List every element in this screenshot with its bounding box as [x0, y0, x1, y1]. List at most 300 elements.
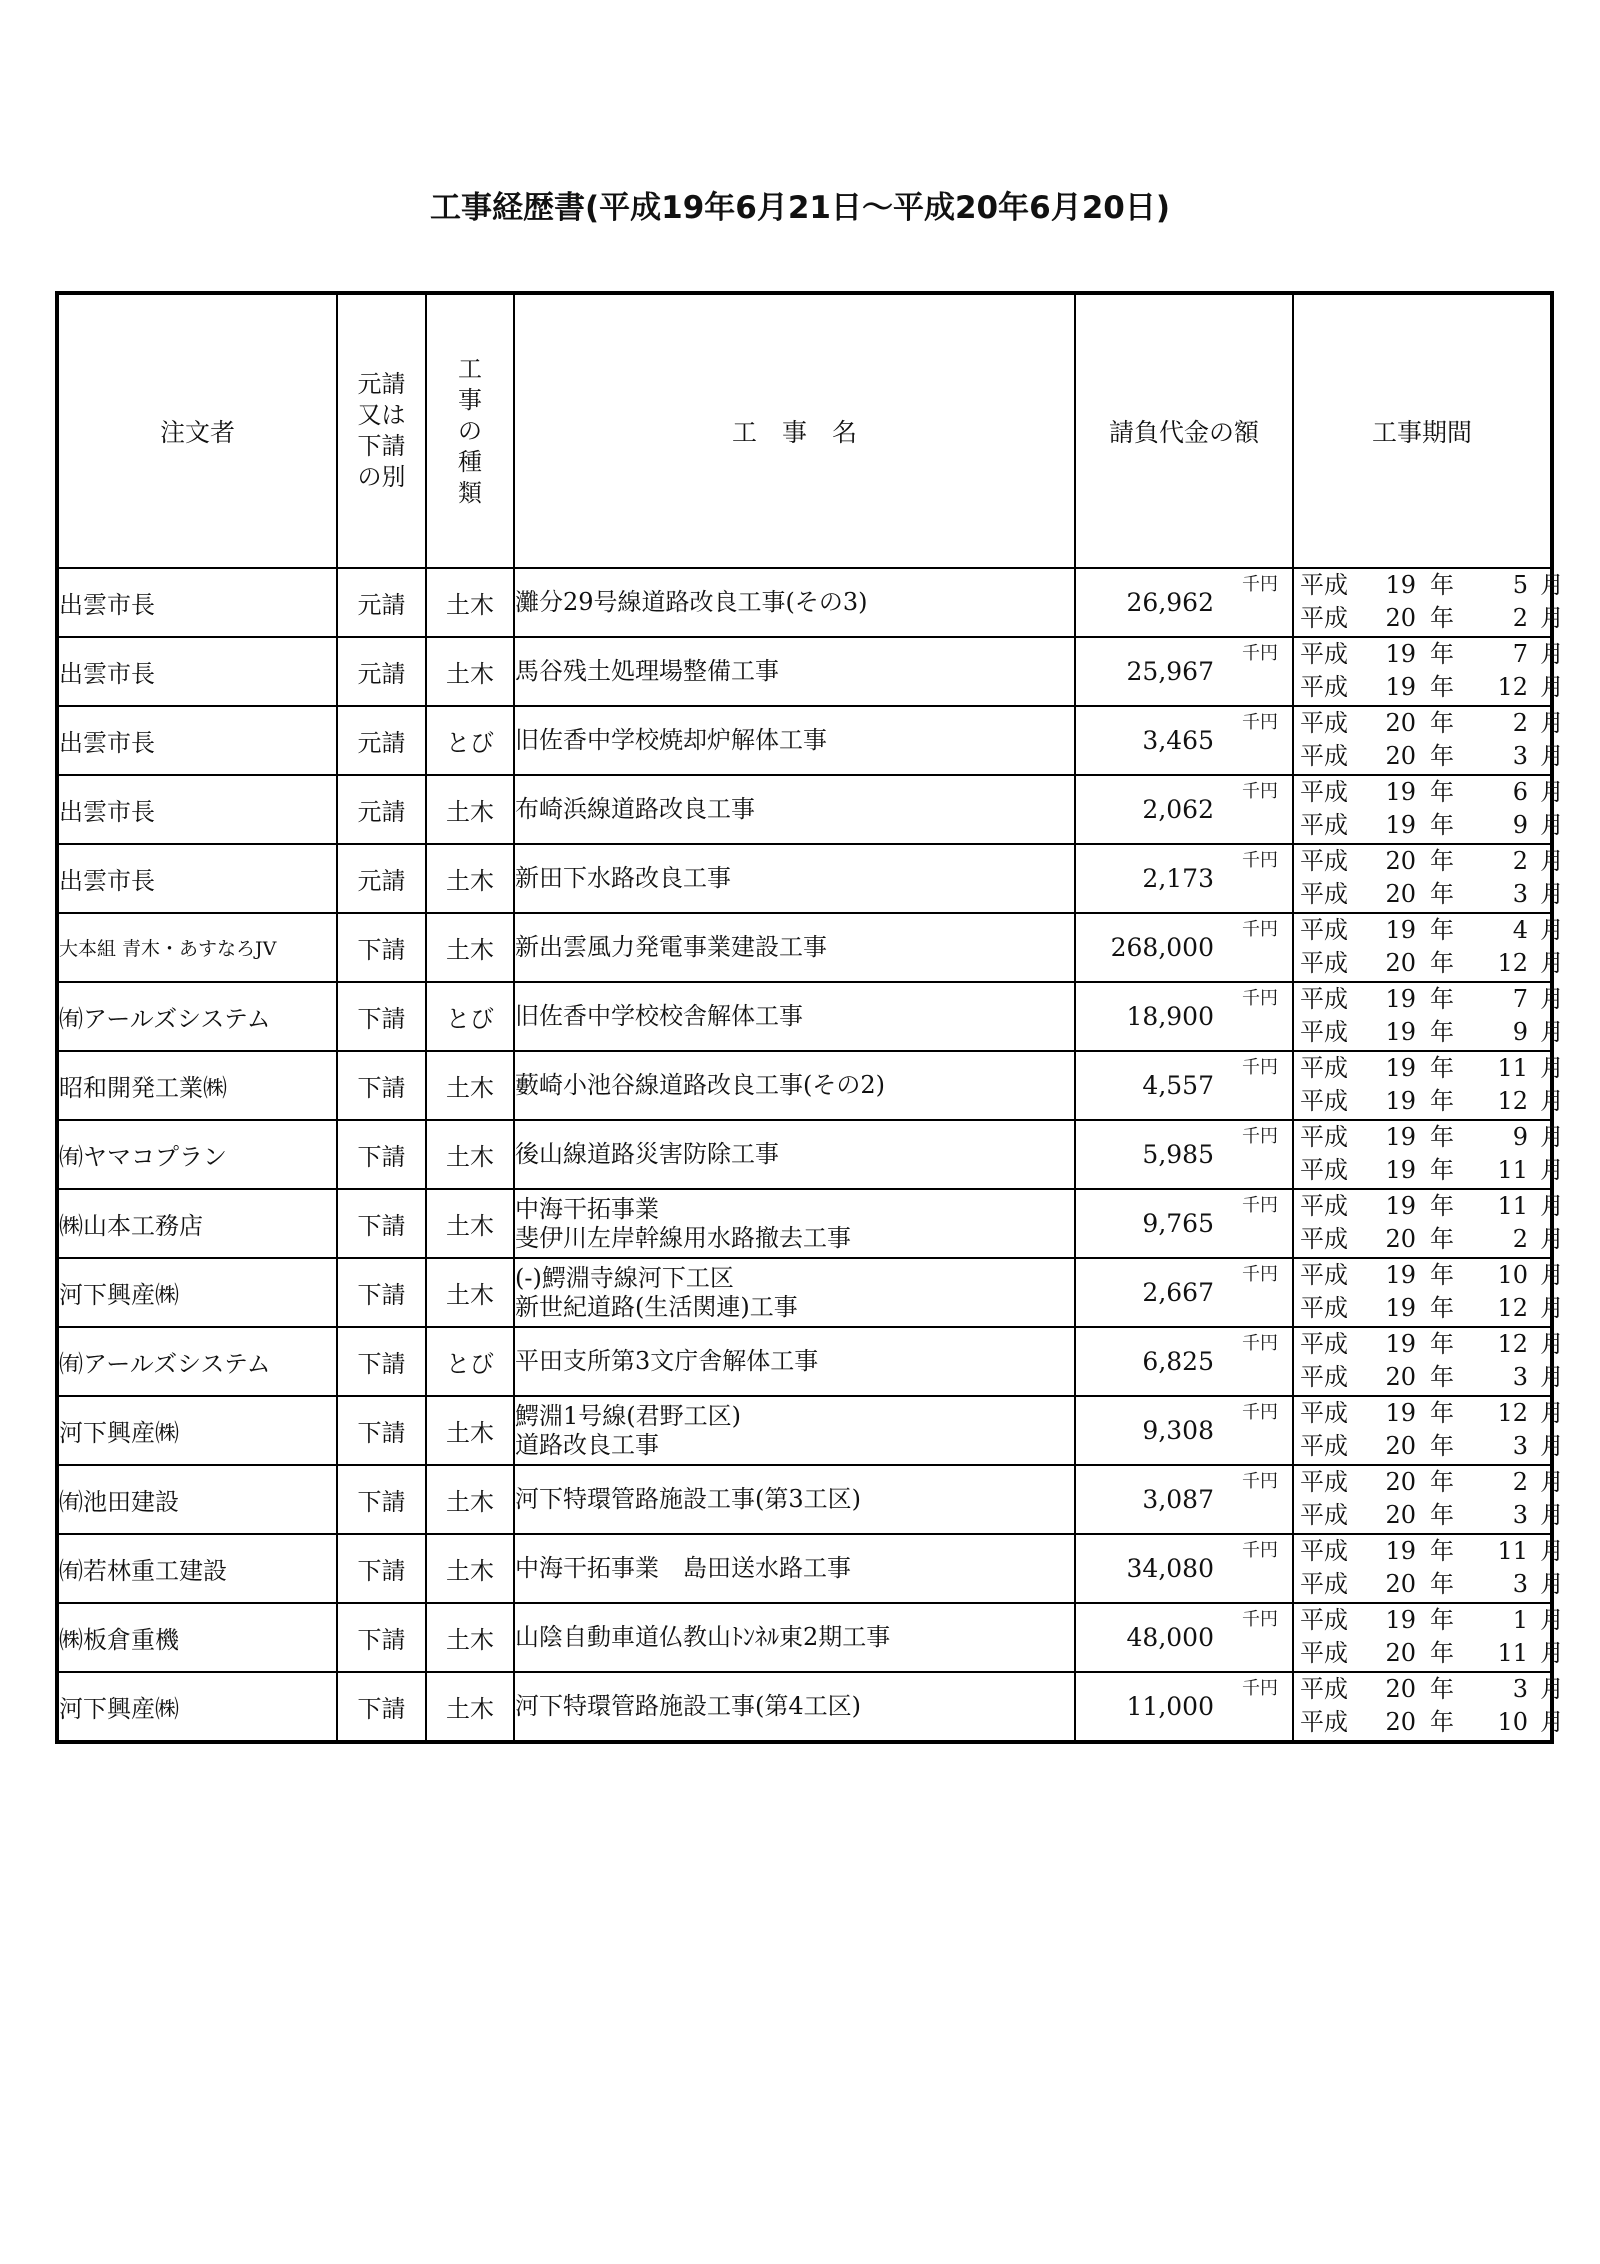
amount-value: 2,667: [1142, 1278, 1214, 1307]
era-label: 平成: [1300, 880, 1348, 908]
month-label: 月: [1540, 1570, 1564, 1598]
table-row: [57, 1465, 1552, 1534]
month-label: 月: [1540, 1639, 1564, 1667]
month-value: 10: [1497, 1708, 1528, 1736]
contract-type-cell: 下請: [337, 1396, 426, 1465]
year-label: 年: [1430, 640, 1454, 668]
contract-type-cell: 元請: [337, 568, 426, 637]
year-label: 年: [1430, 847, 1454, 875]
month-label: 月: [1540, 1537, 1564, 1565]
period-cell: [1293, 982, 1564, 1051]
amount-value: 3,087: [1142, 1485, 1214, 1514]
period-start: [1300, 1328, 1564, 1361]
amount-cell: [1075, 844, 1293, 913]
amount-unit: 千円: [1242, 712, 1278, 733]
era-label: 平成: [1300, 640, 1348, 668]
era-label: 平成: [1300, 1330, 1348, 1358]
header-work-name: 工 事 名: [514, 293, 1075, 568]
table-row: [57, 637, 1552, 706]
month-value: 12: [1497, 1087, 1528, 1115]
header-period: 工事期間: [1293, 293, 1552, 568]
year-value: 20: [1385, 1708, 1416, 1736]
amount-cell: [1075, 1603, 1293, 1672]
year-label: 年: [1430, 1156, 1454, 1184]
work-name-cell: [514, 568, 1075, 637]
work-name-line: 新出雲風力発電事業建設工事: [515, 933, 827, 961]
month-label: 月: [1540, 1330, 1564, 1358]
month-value: 12: [1497, 1294, 1528, 1322]
month-label: 月: [1540, 1018, 1564, 1046]
work-name-line: 旧佐香中学校焼却炉解体工事: [515, 726, 827, 754]
era-label: 平成: [1300, 1294, 1348, 1322]
work-type-cell: とび: [426, 706, 514, 775]
month-label: 月: [1540, 1399, 1564, 1427]
era-label: 平成: [1300, 1054, 1348, 1082]
period-end: [1300, 1154, 1564, 1187]
era-label: 平成: [1300, 709, 1348, 737]
period-cell: [1293, 1534, 1564, 1603]
table-row: [57, 568, 1552, 637]
month-value: 3: [1512, 1675, 1528, 1703]
month-value: 3: [1512, 1432, 1528, 1460]
table-row: [57, 1120, 1552, 1189]
period-end: [1300, 947, 1564, 980]
work-name-line: 後山線道路災害防除工事: [515, 1140, 779, 1168]
period-start: [1300, 1121, 1564, 1154]
period-cell: [1293, 637, 1564, 706]
header-row: [57, 293, 1552, 568]
year-value: 19: [1385, 1399, 1416, 1427]
period-cell: [1293, 1051, 1564, 1120]
amount-value: 2,173: [1142, 864, 1214, 893]
month-value: 9: [1512, 1123, 1528, 1151]
work-name-cell: [514, 1189, 1075, 1258]
year-value: 20: [1385, 709, 1416, 737]
amount-cell: [1075, 982, 1293, 1051]
month-label: 月: [1540, 742, 1564, 770]
era-label: 平成: [1300, 1501, 1348, 1529]
period-end: [1300, 1568, 1564, 1601]
period-start: [1300, 914, 1564, 947]
month-label: 月: [1540, 1501, 1564, 1529]
period-end: [1300, 1637, 1564, 1670]
work-name-cell: [514, 1258, 1075, 1327]
year-label: 年: [1430, 1432, 1454, 1460]
work-type-cell: 土木: [426, 844, 514, 913]
work-type-cell: 土木: [426, 637, 514, 706]
period-cell: [1293, 1327, 1564, 1396]
month-label: 月: [1540, 1432, 1564, 1460]
amount-cell: [1075, 1051, 1293, 1120]
contract-type-cell: 元請: [337, 706, 426, 775]
year-label: 年: [1430, 1675, 1454, 1703]
contract-type-cell: 下請: [337, 1189, 426, 1258]
year-value: 19: [1385, 1330, 1416, 1358]
work-type-cell: 土木: [426, 568, 514, 637]
amount-unit: 千円: [1242, 1471, 1278, 1492]
work-name-line: 新田下水路改良工事: [515, 864, 731, 892]
period-start: [1300, 983, 1564, 1016]
client-cell: ㈱山本工務店: [57, 1189, 337, 1258]
month-value: 11: [1497, 1192, 1528, 1220]
work-name-cell: [514, 1603, 1075, 1672]
amount-unit: 千円: [1242, 1264, 1278, 1285]
client-cell: 出雲市長: [57, 706, 337, 775]
work-type-cell: 土木: [426, 913, 514, 982]
month-label: 月: [1540, 949, 1564, 977]
year-value: 20: [1385, 1432, 1416, 1460]
month-value: 11: [1497, 1537, 1528, 1565]
month-label: 月: [1540, 985, 1564, 1013]
amount-cell: [1075, 1189, 1293, 1258]
year-label: 年: [1430, 1363, 1454, 1391]
era-label: 平成: [1300, 1468, 1348, 1496]
contract-type-cell: 下請: [337, 1120, 426, 1189]
amount-cell: [1075, 568, 1293, 637]
client-cell: 出雲市長: [57, 844, 337, 913]
era-label: 平成: [1300, 673, 1348, 701]
work-history-table: [55, 291, 1564, 1744]
month-label: 月: [1540, 1156, 1564, 1184]
work-name-line: 河下特環管路施設工事(第4工区): [515, 1692, 861, 1720]
year-value: 20: [1385, 1639, 1416, 1667]
year-label: 年: [1430, 1501, 1454, 1529]
client-cell: 出雲市長: [57, 637, 337, 706]
amount-value: 6,825: [1142, 1347, 1214, 1376]
header-work-type: 工 事 の 種 類: [426, 293, 514, 568]
year-value: 20: [1385, 1363, 1416, 1391]
header-contract-type: 元請 又は 下請 の別: [337, 293, 426, 568]
month-label: 月: [1540, 1363, 1564, 1391]
era-label: 平成: [1300, 1123, 1348, 1151]
period-cell: [1293, 1258, 1564, 1327]
contract-type-cell: 下請: [337, 1327, 426, 1396]
client-cell: ㈲若林重工建設: [57, 1534, 337, 1603]
era-label: 平成: [1300, 1018, 1348, 1046]
year-label: 年: [1430, 1708, 1454, 1736]
month-label: 月: [1540, 1606, 1564, 1634]
year-label: 年: [1430, 1606, 1454, 1634]
amount-value: 18,900: [1126, 1002, 1214, 1031]
table-row: [57, 1396, 1552, 1465]
work-name-cell: [514, 844, 1075, 913]
month-value: 12: [1497, 949, 1528, 977]
work-name-cell: [514, 706, 1075, 775]
work-name-line: 鰐淵1号線(君野工区): [515, 1401, 741, 1430]
work-name-line: 中海干拓事業 島田送水路工事: [515, 1554, 851, 1582]
month-value: 3: [1512, 880, 1528, 908]
work-name-line: 道路改良工事: [515, 1430, 659, 1459]
period-start: [1300, 1190, 1564, 1223]
amount-cell: [1075, 637, 1293, 706]
amount-cell: [1075, 1672, 1293, 1742]
table-row: [57, 1327, 1552, 1396]
amount-value: 9,765: [1142, 1209, 1214, 1238]
year-label: 年: [1430, 673, 1454, 701]
year-value: 20: [1385, 1570, 1416, 1598]
year-label: 年: [1430, 985, 1454, 1013]
period-cell: [1293, 1465, 1564, 1534]
amount-cell: [1075, 1327, 1293, 1396]
era-label: 平成: [1300, 1675, 1348, 1703]
year-value: 20: [1385, 1468, 1416, 1496]
table-row: [57, 1672, 1552, 1742]
period-cell: [1293, 913, 1564, 982]
year-value: 19: [1385, 811, 1416, 839]
year-label: 年: [1430, 604, 1454, 632]
contract-type-cell: 下請: [337, 982, 426, 1051]
work-name-cell: [514, 1327, 1075, 1396]
work-name-cell: [514, 1120, 1075, 1189]
era-label: 平成: [1300, 1225, 1348, 1253]
year-value: 19: [1385, 985, 1416, 1013]
amount-value: 2,062: [1142, 795, 1214, 824]
era-label: 平成: [1300, 1537, 1348, 1565]
era-label: 平成: [1300, 1156, 1348, 1184]
year-label: 年: [1430, 1261, 1454, 1289]
amount-unit: 千円: [1242, 919, 1278, 940]
period-start: [1300, 1397, 1564, 1430]
amount-value: 25,967: [1126, 657, 1214, 686]
month-label: 月: [1540, 1708, 1564, 1736]
client-cell: 大本組 青木・あすなろJV: [57, 913, 337, 982]
era-label: 平成: [1300, 1570, 1348, 1598]
month-value: 2: [1512, 847, 1528, 875]
period-start: [1300, 1466, 1564, 1499]
amount-cell: [1075, 1258, 1293, 1327]
amount-value: 9,308: [1142, 1416, 1214, 1445]
year-label: 年: [1430, 1468, 1454, 1496]
period-cell: [1293, 1120, 1564, 1189]
month-value: 3: [1512, 742, 1528, 770]
contract-type-cell: 下請: [337, 1534, 426, 1603]
amount-value: 26,962: [1126, 588, 1214, 617]
year-value: 19: [1385, 571, 1416, 599]
period-start: [1300, 1052, 1564, 1085]
period-end: [1300, 602, 1564, 635]
month-value: 9: [1512, 811, 1528, 839]
year-label: 年: [1430, 571, 1454, 599]
era-label: 平成: [1300, 1639, 1348, 1667]
month-value: 2: [1512, 709, 1528, 737]
month-value: 11: [1497, 1639, 1528, 1667]
amount-cell: [1075, 775, 1293, 844]
month-label: 月: [1540, 1054, 1564, 1082]
year-label: 年: [1430, 1192, 1454, 1220]
period-cell: [1293, 568, 1564, 637]
page-title: 工事経歴書(平成19年6月21日～平成20年6月20日): [429, 190, 1171, 226]
amount-unit: 千円: [1242, 781, 1278, 802]
year-value: 19: [1385, 1054, 1416, 1082]
amount-value: 34,080: [1126, 1554, 1214, 1583]
period-start: [1300, 1604, 1564, 1637]
year-value: 19: [1385, 1294, 1416, 1322]
month-value: 4: [1512, 916, 1528, 944]
contract-type-cell: 下請: [337, 1672, 426, 1742]
year-value: 20: [1385, 1501, 1416, 1529]
amount-unit: 千円: [1242, 850, 1278, 871]
month-label: 月: [1540, 1675, 1564, 1703]
year-label: 年: [1430, 1537, 1454, 1565]
period-cell: [1293, 844, 1564, 913]
period-end: [1300, 1499, 1564, 1532]
work-type-cell: 土木: [426, 1534, 514, 1603]
amount-cell: [1075, 913, 1293, 982]
client-cell: ㈲アールズシステム: [57, 1327, 337, 1396]
contract-type-cell: 下請: [337, 1051, 426, 1120]
era-label: 平成: [1300, 811, 1348, 839]
year-value: 20: [1385, 1225, 1416, 1253]
month-label: 月: [1540, 571, 1564, 599]
amount-unit: 千円: [1242, 1333, 1278, 1354]
amount-value: 11,000: [1126, 1692, 1214, 1721]
client-cell: ㈲池田建設: [57, 1465, 337, 1534]
month-label: 月: [1540, 1123, 1564, 1151]
period-start: [1300, 1535, 1564, 1568]
month-label: 月: [1540, 640, 1564, 668]
amount-value: 5,985: [1142, 1140, 1214, 1169]
year-value: 19: [1385, 916, 1416, 944]
year-label: 年: [1430, 1570, 1454, 1598]
header-client: 注文者: [57, 293, 337, 568]
month-label: 月: [1540, 778, 1564, 806]
year-label: 年: [1430, 742, 1454, 770]
year-value: 19: [1385, 1537, 1416, 1565]
month-value: 3: [1512, 1570, 1528, 1598]
client-cell: ㈱板倉重機: [57, 1603, 337, 1672]
work-name-line: 河下特環管路施設工事(第3工区): [515, 1485, 861, 1513]
table-row: [57, 1534, 1552, 1603]
period-start: [1300, 776, 1564, 809]
contract-type-cell: 下請: [337, 1603, 426, 1672]
amount-unit: 千円: [1242, 1678, 1278, 1699]
work-type-cell: 土木: [426, 1396, 514, 1465]
contract-type-cell: 元請: [337, 637, 426, 706]
month-label: 月: [1540, 1261, 1564, 1289]
month-value: 2: [1512, 1468, 1528, 1496]
month-value: 5: [1512, 571, 1528, 599]
year-value: 19: [1385, 640, 1416, 668]
contract-type-cell: 元請: [337, 775, 426, 844]
table-row: [57, 1189, 1552, 1258]
period-cell: [1293, 1396, 1564, 1465]
work-name-line: (-)鰐淵寺線河下工区: [515, 1263, 734, 1292]
month-label: 月: [1540, 1294, 1564, 1322]
era-label: 平成: [1300, 949, 1348, 977]
client-cell: 河下興産㈱: [57, 1672, 337, 1742]
table-row: [57, 1603, 1552, 1672]
work-name-line: 中海干拓事業: [515, 1194, 659, 1223]
month-label: 月: [1540, 1225, 1564, 1253]
period-cell: [1293, 1189, 1564, 1258]
work-name-cell: [514, 1465, 1075, 1534]
period-end: [1300, 1361, 1564, 1394]
month-label: 月: [1540, 709, 1564, 737]
month-value: 3: [1512, 1363, 1528, 1391]
period-cell: [1293, 775, 1564, 844]
amount-unit: 千円: [1242, 1609, 1278, 1630]
client-cell: 河下興産㈱: [57, 1258, 337, 1327]
amount-unit: 千円: [1242, 988, 1278, 1009]
period-end: [1300, 809, 1564, 842]
amount-unit: 千円: [1242, 1057, 1278, 1078]
period-cell: [1293, 1672, 1564, 1742]
month-value: 7: [1512, 640, 1528, 668]
amount-cell: [1075, 706, 1293, 775]
period-end: [1300, 671, 1564, 704]
year-label: 年: [1430, 916, 1454, 944]
month-value: 12: [1497, 673, 1528, 701]
work-name-line: 山陰自動車道仏教山ﾄﾝﾈﾙ東2期工事: [515, 1623, 891, 1651]
year-label: 年: [1430, 1294, 1454, 1322]
work-type-cell: 土木: [426, 1051, 514, 1120]
contract-type-cell: 元請: [337, 844, 426, 913]
period-cell: [1293, 706, 1564, 775]
era-label: 平成: [1300, 742, 1348, 770]
table-row: [57, 913, 1552, 982]
year-value: 19: [1385, 1192, 1416, 1220]
work-name-cell: [514, 775, 1075, 844]
client-cell: 河下興産㈱: [57, 1396, 337, 1465]
amount-unit: 千円: [1242, 1540, 1278, 1561]
amount-value: 4,557: [1142, 1071, 1214, 1100]
month-label: 月: [1540, 880, 1564, 908]
work-type-cell: 土木: [426, 1603, 514, 1672]
work-type-cell: 土木: [426, 1672, 514, 1742]
contract-type-cell: 下請: [337, 913, 426, 982]
era-label: 平成: [1300, 916, 1348, 944]
work-type-cell: とび: [426, 1327, 514, 1396]
period-end: [1300, 878, 1564, 911]
month-value: 7: [1512, 985, 1528, 1013]
month-value: 3: [1512, 1501, 1528, 1529]
work-name-cell: [514, 1396, 1075, 1465]
era-label: 平成: [1300, 1363, 1348, 1391]
year-label: 年: [1430, 1399, 1454, 1427]
year-label: 年: [1430, 1330, 1454, 1358]
era-label: 平成: [1300, 1087, 1348, 1115]
period-end: [1300, 1292, 1564, 1325]
table-row: [57, 1258, 1552, 1327]
work-name-line: 斐伊川左岸幹線用水路撤去工事: [515, 1223, 851, 1252]
period-end: [1300, 1430, 1564, 1463]
client-cell: 出雲市長: [57, 568, 337, 637]
month-label: 月: [1540, 916, 1564, 944]
table-row: [57, 706, 1552, 775]
work-type-cell: 土木: [426, 1120, 514, 1189]
year-label: 年: [1430, 1087, 1454, 1115]
month-label: 月: [1540, 1192, 1564, 1220]
month-label: 月: [1540, 1087, 1564, 1115]
year-label: 年: [1430, 1123, 1454, 1151]
client-cell: 出雲市長: [57, 775, 337, 844]
work-name-line: 旧佐香中学校校舎解体工事: [515, 1002, 803, 1030]
year-value: 20: [1385, 880, 1416, 908]
amount-unit: 千円: [1242, 1195, 1278, 1216]
year-value: 19: [1385, 1018, 1416, 1046]
year-label: 年: [1430, 949, 1454, 977]
work-name-line: 藪崎小池谷線道路改良工事(その2): [515, 1071, 885, 1099]
period-start: [1300, 845, 1564, 878]
amount-cell: [1075, 1465, 1293, 1534]
work-type-cell: とび: [426, 982, 514, 1051]
month-value: 12: [1497, 1330, 1528, 1358]
period-end: [1300, 1223, 1564, 1256]
period-end: [1300, 1016, 1564, 1049]
era-label: 平成: [1300, 1261, 1348, 1289]
amount-cell: [1075, 1534, 1293, 1603]
year-value: 20: [1385, 1675, 1416, 1703]
